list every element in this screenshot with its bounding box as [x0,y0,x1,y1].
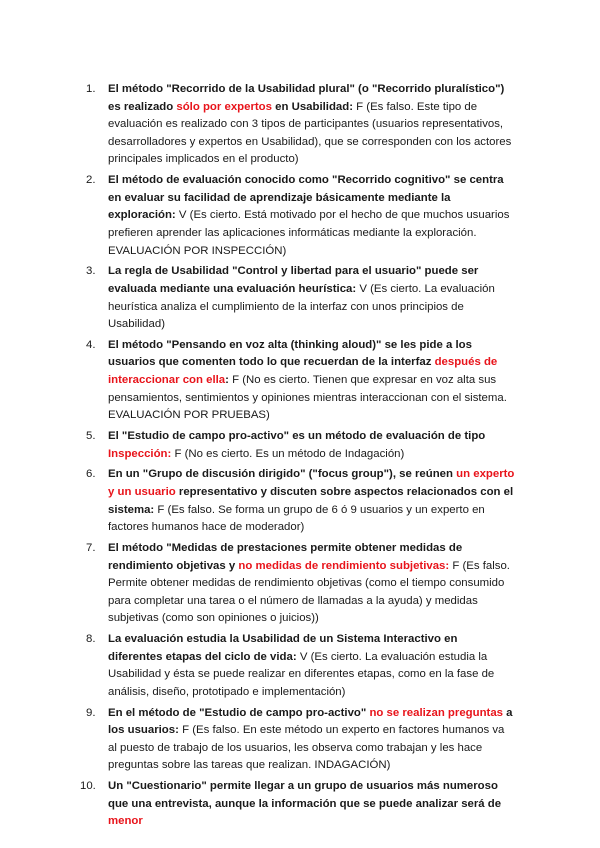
question-text: El método "Medidas de prestaciones permite obtener medidas de rendimiento objetivas y [108,541,463,572]
list-item [86,263,515,333]
highlighted-text: no medidas de rendimiento subjetivas: [238,559,450,572]
question-text: El método de evaluación conocido como "Recorrido cognitivo" se centra en evaluar su facilidad de aprendizaje básicamente mediante la exploración: [108,174,504,222]
answer-text: F (No es cierto. Es un método de Indagación) [171,447,405,460]
question-text: en Usabilidad: [271,100,353,113]
highlighted-text: después de interaccionar con ella [108,356,498,387]
item-number: 5. [86,430,96,443]
highlighted-text: no se realizan preguntas [369,706,503,719]
list-item [86,428,515,463]
list-item [86,81,515,169]
answer-text: F (Es falso. Este tipo de evaluación es realizado con 3 tipos de participantes (usuarios representativos, desarrolladores y expertos en Usabilidad), que se corresponden con los actores principales implicados en el producto) [108,100,512,166]
question-text: El "Estudio de campo pro-activo" es un método de evaluación de tipo [108,430,486,443]
list-item [86,466,515,536]
question-text: representativo y discuten sobre aspectos relacionados con el sistema: [108,486,514,516]
highlighted-text: un experto y un usuario [108,468,515,498]
answer-text: F (Es falso. En este método un experto en factores humanos va al puesto de trabajo de los usuarios, les observa como trabajan y les hace preguntas sobre las tareas que realizan. INDAGACIÓN) [108,724,505,772]
answer-text: V (Es cierto. Está motivado por el hecho de que muchos usuarios prefieren aprender las aplicaciones informáticas mediante la exploración. EVALUACIÓN POR INSPECCIÓN) [108,209,510,257]
list-item [86,705,515,775]
highlighted-text: Inspección: [108,447,172,460]
question-text: En el método de "Estudio de campo pro-activo" [108,706,370,719]
answer-text: V (Es cierto. La evaluación estudia la Usabilidad y ésta se puede realizar en diferentes etapas, como en la fase de análisis, diseño, prototipado e implementación) [108,650,495,698]
list-item [86,337,515,425]
item-number: 9. [86,706,96,719]
question-list [80,81,515,834]
question-text: Un "Cuestionario" permite llegar a un grupo de usuarios más numeroso que una entrevista, aunque la información que se puede analizar será de [108,780,502,810]
question-text: El método "Pensando en voz alta (thinking aloud)" se les pide a los usuarios que comenten todo lo que recuerdan de la interfaz [108,338,472,369]
item-number: 7. [86,541,96,554]
answer-text: F (Es falso. Se forma un grupo de 6 ó 9 usuarios y un experto en factores humanos hace de moderador) [108,503,485,534]
list-item [86,631,515,701]
question-text: a los usuarios: [108,706,513,737]
answer-text: F (No es cierto. Tienen que expresar en voz alta sus pensamientos, sentimientos y opiniones mientras interaccionan con el sistema. EVALUACIÓN POR PRUEBAS) [108,374,507,422]
question-text: En un "Grupo de discusión dirigido" ("focus group"), se reúnen [108,468,457,481]
highlighted-text: sólo por expertos [176,100,272,113]
question-text: La evaluación estudia la Usabilidad de un Sistema Interactivo en diferentes etapas del ciclo de vida: [108,633,458,663]
answer-text: F (Es falso. Permite obtener medidas de rendimiento objetivas (como el tiempo consumido para completar una tarea o el número de llamadas a la ayuda) y medidas subjetivas (como son opiniones o juicios)) [108,559,510,625]
item-number: 8. [86,633,96,646]
item-number: 6. [86,468,96,481]
list-item [86,172,515,260]
item-number: 2. [86,174,96,187]
highlighted-text: menor [108,815,143,828]
question-text: El método "Recorrido de la Usabilidad plural" (o "Recorrido pluralístico") es realizado [108,83,505,113]
list-item [86,540,515,628]
item-number: 3. [86,265,96,278]
item-number: 10. [80,780,96,793]
question-text: : [225,374,229,387]
item-number: 1. [86,83,96,95]
question-text: La regla de Usabilidad "Control y libertad para el usuario" puede ser evaluada mediante una evaluación heurística: [108,265,479,295]
list-item [80,778,515,831]
answer-text: V (Es cierto. La evaluación heurística analiza el cumplimiento de la interfaz con unos principios de Usabilidad) [108,282,495,331]
item-number: 4. [86,338,96,351]
